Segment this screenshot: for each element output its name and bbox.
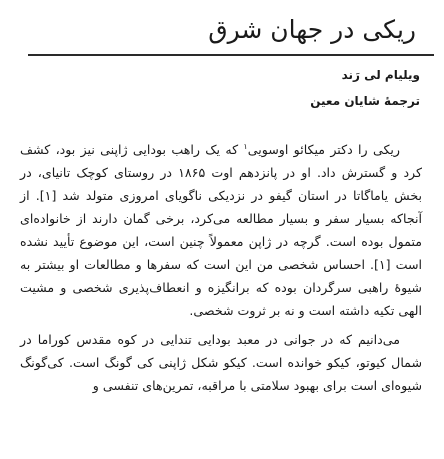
article-title: ریکی در جهان شرق xyxy=(208,15,416,44)
article-body xyxy=(20,138,422,397)
paragraph-1-rest: که یک راهب بودایی ژاپنی نیز بود، کشف کرد و گسترش داد. او در پانزدهم اوت ۱۸۶۵ در روستای کوچک تانیای، در بخش یاماگاتا در استان گیفو در نزدیکی ناگویای امروزی متولد شد [۱]. از آنجاکه بسیار سفر و بسیار مطالعه می‌کرد، برخی گمان دارند از خانواده‌ای متمول بوده است. گرچه در ژاپن معمولاً چنین است، این موضوع تأیید نشده است [۱]. احساس شخصی من این است که سفرها و مطالعات او بیشتر به شیوهٔ راهبی سرگردان بوده که برانگیزه و انعطاف‌پذیری شخصی و مشیت الهی تکیه داشته است و نه بر ثروت شخصی. xyxy=(20,142,423,318)
title-divider xyxy=(28,54,434,56)
article-author: ویلیام لی رَند xyxy=(341,68,420,82)
body-paragraph-1 xyxy=(20,138,422,322)
body-paragraph-2: می‌دانیم که در جوانی در معبد بودایی تندایی در کوه مقدس کوراما در شمال کیوتو، کیکو خوانده است. کیکو شکل ژاپنی کی گونگ است. کی‌گونگ شیوه‌ای است برای بهبود سلامتی با مراقبه، تمرین‌های تنفسی و xyxy=(20,332,422,393)
article-translator: ترجمهٔ شایان معین xyxy=(310,94,420,108)
paragraph-1-lead: ریکی را دکتر میکائو اوسویی xyxy=(247,142,400,157)
footnote-marker: ۱ xyxy=(243,141,248,151)
